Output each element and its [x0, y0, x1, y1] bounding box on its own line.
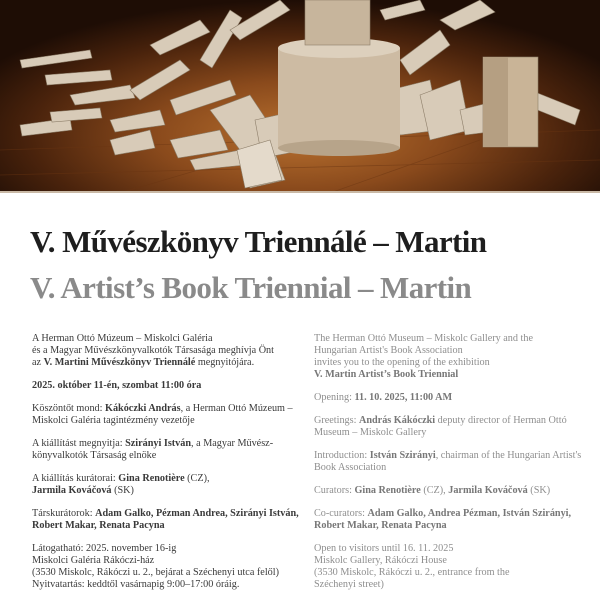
text: az [32, 357, 44, 368]
title-english: V. Artist’s Book Triennial – Martin [30, 270, 472, 305]
person-names: Adam Galko, Andrea Pézman, István Szirányi, Robert Makar, Renata Pacyna [314, 508, 572, 531]
en-curators [314, 485, 589, 497]
exhibition-name: V. Martin Artist’s Book Triennial [314, 369, 459, 380]
hu-opening [32, 438, 302, 462]
en-introduction [314, 450, 589, 474]
country: (SK) [111, 485, 134, 496]
label: Opening: [314, 392, 355, 403]
person-name: Gina Renotière [354, 485, 421, 496]
label: Curators: [314, 485, 355, 496]
cylinder-sculpture [278, 0, 400, 156]
english-column [314, 333, 589, 600]
text: megnyitójára. [195, 357, 255, 368]
person-name: András Kákóczki [358, 415, 436, 426]
country: (CZ), [184, 473, 210, 484]
hu-date [32, 380, 302, 392]
visit-line: Miskolc Gallery, Rákóczi House [314, 555, 447, 566]
label: Greetings: [314, 415, 359, 426]
text: , a Herman Ottó Múzeum – Miskolci Galéria tagintézmény vezetője [32, 403, 293, 426]
curator-line [32, 485, 302, 497]
person-name: Gina Renotière [118, 473, 185, 484]
visit-line: (3530 Miskolc, Rákóczi u. 2., bejárat a Széchenyi utca felől) [32, 567, 279, 578]
text: , a Magyar Művész-könyvalkotók Társaság elnöke [32, 438, 274, 461]
label: A kiállítás kurátorai: [32, 473, 119, 484]
hungarian-column [32, 333, 302, 600]
visit-line: Open to visitors until 16. 11. 2025 [314, 543, 454, 554]
visit-line: Miskolci Galéria Rákóczi-ház [32, 555, 155, 566]
person-name: Kákóczki András [105, 403, 181, 414]
label: A kiállítást megnyitja: [32, 438, 126, 449]
title-hungarian: V. Művészkönyv Triennálé – Martin [30, 224, 487, 259]
curator-line [32, 473, 302, 485]
en-cocurators [314, 508, 589, 532]
exhibition-name: V. Martini Művészkönyv Triennálé [43, 357, 196, 368]
hu-cocurators [32, 508, 302, 532]
text: , chairman of the Hungarian Artist's Book Association [314, 450, 582, 473]
en-opening [314, 392, 589, 404]
book-installation-image [0, 0, 600, 193]
en-greetings [314, 415, 589, 439]
hu-curators [32, 473, 302, 497]
country: (CZ), [420, 485, 449, 496]
en-intro [314, 333, 589, 381]
person-name: Jarmila Kováčová [32, 485, 112, 496]
hero-photo [0, 0, 600, 193]
label: Introduction: [314, 450, 370, 461]
hu-intro-line [32, 357, 302, 369]
country: (SK) [527, 485, 551, 496]
person-names: Adam Galko, Pézman Andrea, Szirányi István, Robert Makar, Renata Pacyna [32, 508, 299, 531]
hu-greeting [32, 403, 302, 427]
hu-visit [32, 543, 302, 591]
hu-intro-line: A Herman Ottó Múzeum – Miskolci Galéria [32, 333, 213, 344]
en-intro-line: The Herman Ottó Museum – Miskolc Gallery and the [314, 333, 533, 344]
label: Köszöntőt mond: [32, 403, 106, 414]
visit-line: (3530 Miskolc, Rákóczi u. 2., entrance from the [314, 567, 510, 578]
person-name: István Szirányi [369, 450, 436, 461]
visit-line: Széchenyi street) [314, 579, 384, 590]
text: deputy director of Herman Ottó Museum – Miskolc Gallery [314, 415, 567, 438]
opening-date: 11. 10. 2025, 11:00 AM [354, 392, 453, 403]
en-intro-line: invites you to the opening of the exhibition [314, 357, 490, 368]
visit-line: Látogatható: 2025. november 16-ig [32, 543, 177, 554]
en-intro-line: Hungarian Artist's Book Association [314, 345, 463, 356]
en-visit [314, 543, 589, 591]
opening-date: 2025. október 11-én, szombat 11:00 óra [32, 380, 202, 391]
person-name: Jarmila Kováčová [448, 485, 528, 496]
person-name: Szirányi István [125, 438, 192, 449]
label: Co-curators: [314, 508, 368, 519]
visit-line: Nyitvatartás: keddtől vasárnapig 9:00–17:00 óráig. [32, 579, 240, 590]
hu-intro-line: és a Magyar Művészkönyvalkotók Társasága meghívja Önt [32, 345, 274, 356]
hu-intro [32, 333, 302, 369]
label: Társkurátorok: [32, 508, 96, 519]
